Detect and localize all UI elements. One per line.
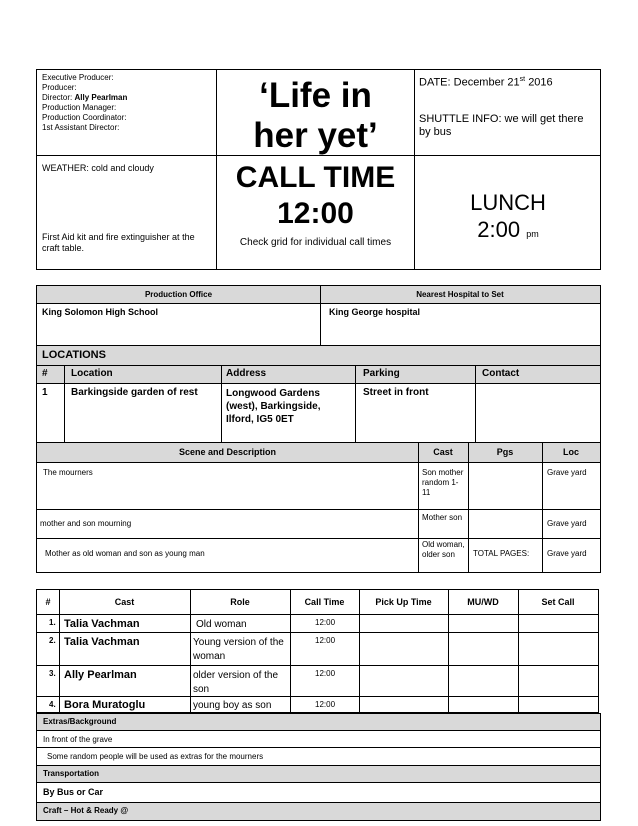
- transport-header: Transportation: [43, 769, 100, 778]
- shuttle-info: SHUTTLE INFO: we will get there by bus: [419, 113, 584, 138]
- loc-row-address: Longwood Gardens (west), Barkingside, Ilford, IG5 0ET: [226, 388, 321, 425]
- loc-row-location: Barkingside garden of rest: [71, 387, 198, 398]
- date-info: DATE: December 21st 2016: [419, 76, 553, 89]
- call-time-note: Check grid for individual call times: [239, 237, 392, 248]
- craft-header: Craft – Hot & Ready @: [43, 806, 129, 815]
- lunch-time: 2:00 pm: [477, 217, 539, 242]
- office-header: Production Office: [144, 289, 213, 299]
- loc-row-num: 1: [42, 387, 48, 398]
- scene-row-cast: Old woman, older son: [422, 540, 465, 559]
- scene-row-loc: Grave yard: [547, 519, 587, 528]
- scene-row-desc: Mother as old woman and son as young man: [45, 549, 205, 558]
- call-time: 12:00: [277, 197, 354, 230]
- cast-row-name: Talia Vachman: [64, 636, 140, 648]
- cast-row-role: Young version of the woman: [193, 637, 284, 662]
- scene-row-cast: Son mother random 1-11: [422, 468, 464, 497]
- cast-row-call: 12:00: [315, 700, 336, 709]
- scene-header-loc: Loc: [562, 447, 579, 457]
- crew-line: Director: Ally Pearlman: [42, 93, 128, 102]
- cast-row-num: 1.: [49, 618, 56, 627]
- scene-row-desc: The mourners: [43, 468, 93, 477]
- cast-row-role: young boy as son: [193, 700, 272, 711]
- lunch-label: LUNCH: [470, 190, 546, 215]
- weather: WEATHER: cold and cloudy: [42, 163, 154, 173]
- scene-row-pgs: TOTAL PAGES:: [473, 549, 530, 558]
- cast-header-num: #: [45, 596, 51, 607]
- crew-line: Producer:: [42, 83, 77, 92]
- cast-header-role: Role: [230, 596, 250, 607]
- scenes-block: [36, 442, 601, 573]
- crew-line: Production Coordinator:: [42, 113, 127, 122]
- scene-header-cast: Cast: [433, 447, 453, 457]
- cast-row-call: 12:00: [315, 669, 336, 678]
- cast-row-num: 2.: [49, 636, 56, 645]
- cast-row-role: Old woman: [196, 619, 247, 630]
- scene-row-desc: mother and son mourning: [40, 519, 132, 528]
- office-block: [36, 285, 601, 347]
- transport-value: By Bus or Car: [43, 787, 104, 797]
- loc-header-contact: Contact: [482, 368, 520, 379]
- office-value: King Solomon High School: [42, 307, 158, 317]
- cast-row-num: 4.: [49, 700, 56, 709]
- scene-row-cast: Mother son: [422, 513, 463, 522]
- scene-row-loc: Grave yard: [547, 549, 587, 558]
- extras-line: Some random people will be used as extras for the mourners: [47, 752, 264, 761]
- cast-header-muwd: MU/WD: [467, 596, 499, 607]
- cast-block: [36, 589, 599, 713]
- locations-block: [36, 345, 601, 443]
- crew-line: 1st Assistant Director:: [42, 123, 120, 132]
- cast-header-setcall: Set Call: [541, 596, 575, 607]
- crew-line: Production Manager:: [42, 103, 117, 112]
- loc-row-parking: Street in front: [363, 387, 429, 398]
- cast-row-call: 12:00: [315, 636, 336, 645]
- scene-header-desc: Scene and Description: [178, 447, 277, 457]
- cast-header-name: Cast: [114, 596, 135, 607]
- extras-line: In front of the grave: [43, 735, 113, 744]
- scene-row-loc: Grave yard: [547, 468, 587, 477]
- hospital-value: King George hospital: [329, 307, 421, 317]
- header-block: [36, 69, 601, 270]
- cast-row-name: Ally Pearlman: [64, 669, 137, 681]
- scene-header-pgs: Pgs: [496, 447, 514, 457]
- hospital-header: Nearest Hospital to Set: [416, 289, 504, 299]
- extras-header: Extras/Background: [43, 717, 117, 726]
- crew-line: Executive Producer:: [42, 73, 114, 82]
- first-aid-note: First Aid kit and fire extinguisher at the craft table.: [42, 232, 195, 253]
- cast-header-pickup: Pick Up Time: [375, 596, 432, 607]
- loc-header-location: Location: [71, 368, 113, 379]
- cast-row-call: 12:00: [315, 618, 336, 627]
- cast-row-name: Bora Muratoglu: [64, 699, 146, 711]
- loc-header-num: #: [42, 368, 48, 379]
- call-time-label: CALL TIME: [235, 161, 396, 194]
- cast-row-num: 3.: [49, 669, 56, 678]
- production-title: ‘Life in her yet’: [253, 76, 378, 155]
- locations-title: LOCATIONS: [42, 349, 106, 361]
- crew-list: [42, 73, 212, 133]
- loc-header-address: Address: [226, 368, 267, 379]
- cast-header-call: Call Time: [304, 596, 345, 607]
- cast-row-name: Talia Vachman: [64, 618, 140, 630]
- cast-row-role: older version of the son: [193, 670, 279, 695]
- loc-header-parking: Parking: [363, 368, 400, 379]
- extras-block: [36, 713, 601, 821]
